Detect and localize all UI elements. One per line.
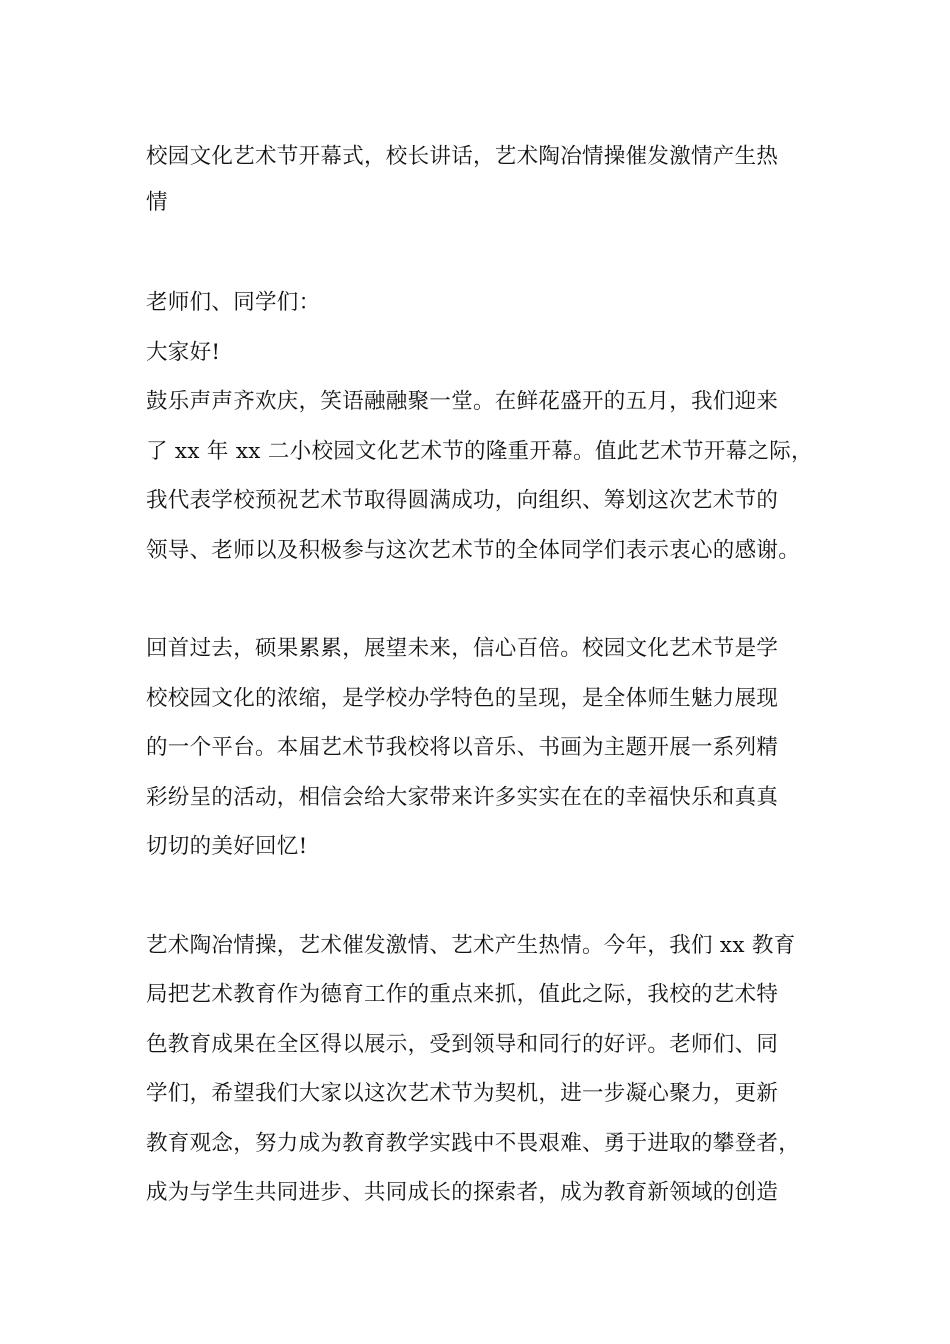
title-line: 情 [146,190,168,215]
paragraph-line: 了 xx 年 xx 二小校园文化艺术节的隆重开幕。值此艺术节开幕之际， [146,438,813,464]
paragraph-line: 学们，希望我们大家以这次艺术节为契机，进一步凝心聚力，更新 [146,1081,779,1106]
greeting: 大家好! [146,339,221,365]
paragraph-line: 教育观念，努力成为教育教学实践中不畏艰难、勇于进取的攀登者， [146,1130,801,1156]
paragraph-line: 彩纷呈的活动，相信会给大家带来许多实实在在的幸福快乐和真真 [146,784,779,810]
paragraph-line: 校校园文化的浓缩，是学校办学特色的呈现，是全体师生魅力展现 [146,685,779,711]
title-line: 校园文化艺术节开幕式，校长讲话，艺术陶冶情操催发激情产生热 [146,144,779,169]
paragraph-line: 领导、老师以及积极参与这次艺术节的全体同学们表示衷心的感谢。 [146,537,801,563]
paragraph-line: 局把艺术教育作为德育工作的重点来抓，值此之际，我校的艺术特 [146,982,779,1007]
paragraph-3 [146,921,826,1218]
document-body [146,134,826,1267]
paragraph-line: 鼓乐声声齐欢庆，笑语融融聚一堂。在鲜花盛开的五月，我们迎来 [146,389,779,414]
paragraph-2 [146,624,826,872]
paragraph-line: 成为与学生共同进步、共同成长的探索者，成为教育新领域的创造 [146,1180,779,1205]
paragraph-1 [146,377,826,575]
paragraph-line: 我代表学校预祝艺术节取得圆满成功，向组织、筹划这次艺术节的 [146,488,779,513]
paragraph-line: 色教育成果在全区得以展示，受到领导和同行的好评。老师们、同 [146,1031,779,1057]
salutation: 老师们、同学们： [146,290,321,315]
paragraph-line: 切切的美好回忆! [146,834,308,859]
document-title [146,134,826,226]
paragraph-line: 艺术陶冶情操，艺术催发激情、艺术产生热情。今年，我们 xx 教育 [146,932,796,958]
paragraph-line: 回首过去，硕果累累，展望未来，信心百倍。校园文化艺术节是学 [146,636,779,661]
paragraph-line: 的一个平台。本届艺术节我校将以音乐、书画为主题开展一系列精 [146,735,779,760]
